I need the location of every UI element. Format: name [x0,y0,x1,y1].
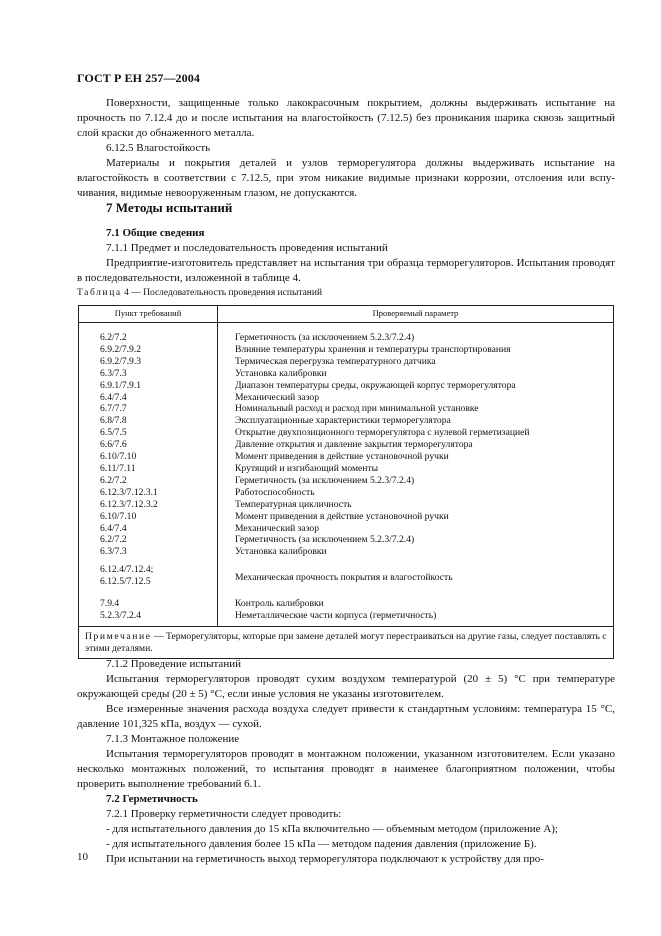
table-4-caption [77,288,322,298]
list-item-pressure-drop-method: - для испытательного давления более 15 кПа — методом падения давления (приложение Б). [106,838,537,850]
table-cell-parameter: Диапазон температуры среды, окружающей корпус терморегулятора [218,380,614,392]
table-row [79,511,614,523]
table-body [79,323,614,559]
table-row [79,499,614,511]
table-cell-requirement: 6.9.2/7.9.2 [79,344,218,356]
table-cell-requirement: 6.10/7.10 [79,451,218,463]
section-7-1-2-heading: 7.1.2 Проведение испытаний [106,658,241,670]
section-7-heading: 7 Методы испытаний [106,200,233,215]
table-cell-parameter: Давление открытия и давление закрытия терморегулятора [218,439,614,451]
table-cell-parameter: Температурная цикличность [218,499,614,511]
table-cell-requirement: 6.5/7.5 [79,427,218,439]
table-header-requirement: Пункт требований [79,306,218,323]
table-row [79,323,614,344]
table-cell-requirement: 6.8/7.8 [79,415,218,427]
section-7-1-heading: 7.1 Общие сведения [106,227,205,239]
table-row [79,356,614,368]
table-cell-parameter: Механический зазор [218,523,614,535]
table-cell-requirement: 6.9.2/7.9.3 [79,356,218,368]
table-cell-parameter: Механическая прочность покрытия и влагостойкость [218,558,614,592]
table-cell-parameter: Установка калибровки [218,368,614,380]
table-row [79,392,614,404]
table-note-text: — Терморегуляторы, которые при замене деталей могут перестраиваться на другие газы, следует поставлять с этими деталями. [85,631,607,655]
table-row [79,380,614,392]
section-7-1-2-block [77,657,615,867]
table-row [79,451,614,463]
section-7-1-1-paragraph: Предприятие-изготовитель представляет на испытания три образца терморегуляторов. Испытания проводят в последовательности, изложенной в таблице 4. [77,257,615,284]
table-cell-parameter: Установка калибровки [218,546,614,558]
table-cell-requirement: 6.6/7.6 [79,439,218,451]
table-caption-label: Таблица [77,288,122,298]
table-cell-requirement: 6.11/7.11 [79,463,218,475]
table-row [79,487,614,499]
table-cell-requirement: 6.7/7.7 [79,403,218,415]
table-cell-requirement: 6.2/7.2 [79,475,218,487]
table-cell-parameter: Работоспособность [218,487,614,499]
table-cell-requirement [79,558,218,592]
table-cell-parameter: Контроль калибровки [218,592,614,610]
table-cell-requirement: 7.9.4 [79,592,218,610]
table-cell-parameter: Термическая перегрузка температурного датчика [218,356,614,368]
table-cell-parameter: Влияние температуры хранения и температуры транспортирования [218,344,614,356]
section-7-1-3-paragraph: Испытания терморегуляторов проводят в монтажном положении, указанном изготовителем. Если указано несколько монтажных положений, то испытания проводят в наименее благоприятном положении, чтобы проверить выполнение требований 6.1. [77,748,615,790]
req-line-2: 6.12.5/7.12.5 [100,576,151,588]
table-cell-requirement: 6.4/7.4 [79,392,218,404]
table-4 [78,305,614,659]
intro-block [77,96,615,201]
table-cell-parameter: Момент приведения в действие установочной ручки [218,451,614,463]
table-note-row [79,627,614,659]
section-7-1-2-paragraph-1: Испытания терморегуляторов проводят сухим воздухом температурой (20 ± 5) °С при температуре окружающей среды (20 ± 5) °С, если иные условия не указаны изготовителем. [77,673,615,700]
table-cell-parameter: Герметичность (за исключением 5.2.3/7.2.4) [218,475,614,487]
intro-paragraph-1: Поверхности, защищенные только лакокрасочным покрытием, должны выдерживать испытание на прочность по 7.12.4 до и после испытания на влагостойкость (7.12.5) без проникания шарика сквозь защитный слой краски до обнаженного металла. [77,97,615,139]
table-cell-requirement: 6.2/7.2 [79,323,218,344]
section-7-1-3-heading: 7.1.3 Монтажное положение [106,733,240,745]
table-row [79,546,614,558]
section-7-1-1-heading: 7.1.1 Предмет и последовательность проведения испытаний [106,242,388,254]
table-row [79,592,614,610]
table-cell-requirement: 6.9.1/7.9.1 [79,380,218,392]
table-row [79,610,614,626]
req-line-1: 6.12.4/7.12.4; [100,564,154,576]
table-cell-parameter: Момент приведения в действие установочной ручки [218,511,614,523]
page-number: 10 [77,851,88,863]
section-7-2-heading: 7.2 Герметичность [106,793,198,805]
table-cell-parameter: Неметаллические части корпуса (герметичность) [218,610,614,626]
table-cell-parameter: Крутящий и изгибающий моменты [218,463,614,475]
section-7-1-2-paragraph-2: Все измеренные значения расхода воздуха следует привести к стандартным условиям: температура 15 °С, давление 101,325 кПа, воздух — сухой. [77,703,615,730]
section-7-1-block [77,226,615,286]
table-row [79,534,614,546]
section-7-2-1-paragraph: При испытании на герметичность выход терморегулятора подключают к устройству для про- [106,853,544,865]
table-cell-parameter: Герметичность (за исключением 5.2.3/7.2.4) [218,534,614,546]
table-row [79,463,614,475]
table-cell-requirement: 6.4/7.4 [79,523,218,535]
table-caption-text: 4 — Последовательность проведения испытаний [121,288,323,298]
standard-header: ГОСТ Р ЕН 257—2004 [77,71,200,85]
table-row [79,427,614,439]
table-cell-parameter: Механический зазор [218,392,614,404]
table-row [79,439,614,451]
section-7-2-1-heading: 7.2.1 Проверку герметичности следует проводить: [106,808,342,820]
table-row [79,344,614,356]
table-cell-parameter: Номинальный расход и расход при минимальной установке [218,403,614,415]
table-row [79,475,614,487]
list-item-volumetric-method: - для испытательного давления до 15 кПа включительно — объемным методом (приложение А); [106,823,558,835]
table-row [79,368,614,380]
subclause-heading-6-12-5: 6.12.5 Влагостойкость [106,142,211,154]
table-cell-requirement: 6.12.3/7.12.3.2 [79,499,218,511]
table-header-row [79,306,614,323]
intro-paragraph-2: Материалы и покрытия деталей и узлов терморегулятора должны выдерживать испытание на влагостойкость в соответствии с 7.12.5, при этом никакие видимые признаки коррозии, отслоения или вспучивания, видимые невооруженным глазом, не допускаются. [77,157,615,199]
table-cell-requirement: 6.3/7.3 [79,368,218,380]
table-row [79,415,614,427]
table-row [79,558,614,592]
table-row [79,403,614,415]
table-cell-requirement: 6.10/7.10 [79,511,218,523]
table-note-label: Примечание [85,631,152,643]
table-cell-requirement: 6.2/7.2 [79,534,218,546]
table-cell-requirement: 5.2.3/7.2.4 [79,610,218,626]
table-cell-requirement: 6.3/7.3 [79,546,218,558]
table-header-parameter: Проверяемый параметр [218,306,614,323]
table-row [79,523,614,535]
table-note [79,627,614,659]
table-cell-parameter: Герметичность (за исключением 5.2.3/7.2.4) [218,323,614,344]
table-cell-parameter: Открытие двухпозиционного терморегулятора с нулевой герметизацией [218,427,614,439]
table-cell-parameter: Эксплуатационные характеристики терморегулятора [218,415,614,427]
table-cell-requirement: 6.12.3/7.12.3.1 [79,487,218,499]
